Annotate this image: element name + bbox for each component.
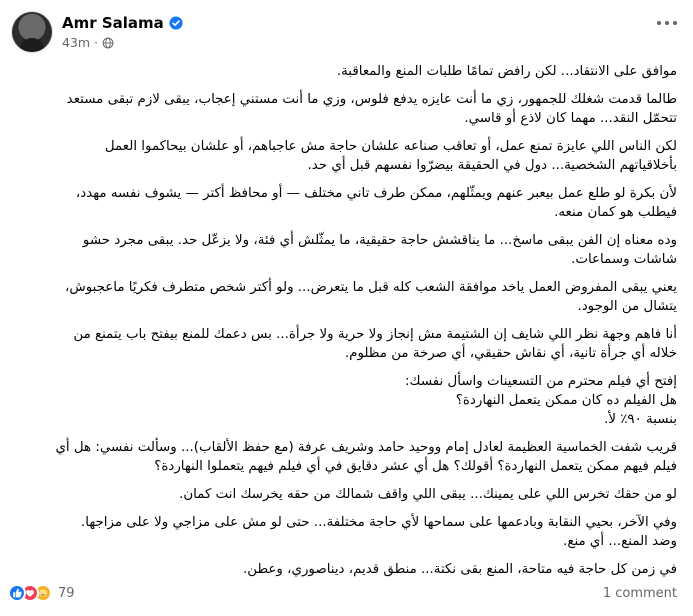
post-text-line: قريب شفت الخماسية العظيمة لعادل إمام ووحيد حامد وشريف عرفة (مع حفظ الألقاب)... وسألت نفسي: هل أي [55, 440, 677, 455]
post-footer [8, 582, 677, 604]
post-paragraph [14, 513, 677, 551]
comments-count-link[interactable]: 1 comment [602, 585, 677, 601]
author-avatar[interactable] [12, 12, 52, 52]
post-body [14, 62, 677, 588]
post-text-line: بأخلاقياتهم الشخصية... دول في الحقيقة بيضرّوا نفسهم قبل أي حد. [307, 158, 677, 173]
post-paragraph [14, 62, 677, 81]
post-paragraph [14, 372, 677, 429]
post-text-line: لكن الناس اللي عايزة تمنع عمل، أو تعاقب صناعه علشان حاجة مش عاجباهم، أو علشان بيحاكموا العمل [104, 139, 677, 154]
post-text-line: طالما قدمت شغلك للجمهور، زي ما أنت عايزه يدفع فلوس، وزي ما أنت مستني إعجاب، يبقى لازم تبقى مستعد [66, 92, 677, 107]
post-paragraph [14, 560, 677, 579]
like-reaction-icon [8, 584, 26, 602]
author-name-row [62, 14, 183, 32]
post-text-line: إفتح أي فيلم محترم من التسعينات واسأل نفسك: [405, 374, 677, 389]
reactions-summary[interactable] [8, 584, 75, 602]
post-text-line: لو من حقك تخرس اللي على يمينك... يبقى اللي واقف شمالك من حقه يخرسك انت كمان. [179, 487, 677, 502]
post-header [12, 10, 183, 54]
globe-icon[interactable] [102, 37, 114, 49]
post-paragraph [14, 184, 677, 222]
post-text-line: فيطلب هو كمان منعه. [554, 205, 677, 220]
post-meta [62, 35, 183, 50]
post-time[interactable]: 43m [62, 35, 91, 50]
author-info [62, 14, 183, 50]
more-options-icon[interactable] [657, 18, 677, 28]
post-paragraph [14, 231, 677, 269]
post-text-line: لأن بكرة لو طلع عمل بيعبر عنهم ويمثّلهم، ممكن طرف تاني مختلف — أو محافظ أكتر — يشوف نفسه مهدد، [75, 186, 677, 201]
verified-badge-icon [169, 16, 183, 30]
post-paragraph [14, 325, 677, 363]
post-text-line: هل الفيلم ده كان ممكن يتعمل النهاردة؟ [455, 393, 677, 408]
post-text-line: شاشات وسماعات. [571, 252, 677, 267]
post-text-line: وضد المنع... أي منع. [563, 534, 677, 549]
post-text-line: تتحمّل النقد... مهما كان لاذع أو قاسي. [464, 111, 677, 126]
reactions-count: 79 [58, 585, 75, 601]
post-text-line: في زمن كل حاجة فيه متاحة، المنع بقى نكتة... منطق قديم، ديناصوري، وعطن. [243, 562, 677, 577]
post-text-line: يعني يبقى المفروض العمل ياخد موافقة الشعب كله قبل ما يتعرض... ولو أكتر شخص متطرف فكريًا ماعجبوش، [65, 280, 677, 295]
post-paragraph [14, 137, 677, 175]
post-paragraph [14, 90, 677, 128]
post-paragraph [14, 278, 677, 316]
post-text-line: وفي الآخر، بحيي النقابة وبادعمها على سماحها لأي حاجة مختلفة... حتى لو مش على مزاجي ولا على مزاجها. [80, 515, 677, 530]
post-paragraph [14, 485, 677, 504]
post-text-line: موافق على الانتقاد... لكن رافض تمامًا طلبات المنع والمعاقبة. [336, 64, 677, 79]
post-text-line: وده معناه إن الفن يبقى ماسخ... ما يناقشش حاجة حقيقية، ما يمثّلش أي فئة، ولا يزعّل حد. يبقى مجرد حشو [82, 233, 677, 248]
post-text-line: يتشال من الوجود. [577, 299, 677, 314]
post-paragraph [14, 438, 677, 476]
post-text-line: بنسبة ٩٠٪ لأ. [604, 412, 677, 427]
author-name[interactable]: Amr Salama [62, 14, 164, 32]
post-text-line: فيلم فيهم ممكن يتعمل النهاردة؟ أقولك؟ هل أي عشر دقايق في أي فيلم فيهم يتعملوا النهاردة؟ [154, 459, 677, 474]
meta-separator: · [94, 35, 98, 50]
post-text-line: أنا فاهم وجهة نظر اللي شايف إن الشتيمة مش إنجاز ولا حرية ولا جرأة... بس دعمك للمنع بيفتح باب يتمنع من [73, 327, 677, 342]
post-text-line: خلاله أي جرأة تانية، أي نقاش حقيقي، أي صرخة من مظلوم. [344, 346, 677, 361]
